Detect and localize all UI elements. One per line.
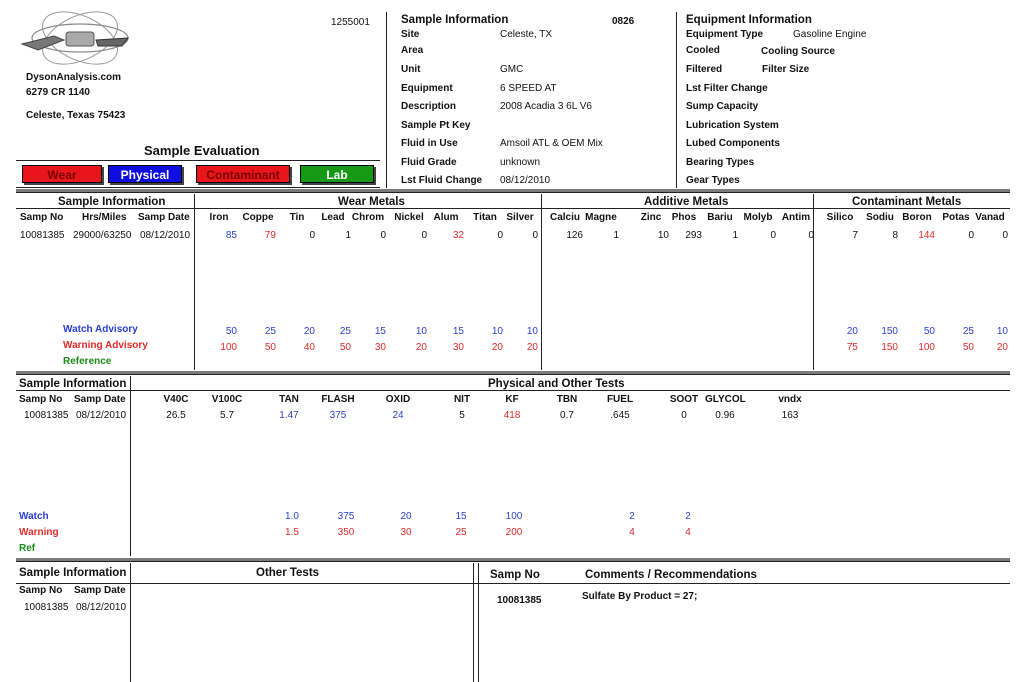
wear-value: 0 [497, 230, 503, 241]
tab-physical[interactable]: Physical [108, 165, 182, 183]
wear-warning-value: 20 [415, 342, 427, 353]
lab-name: DysonAnalysis.com [26, 72, 122, 83]
physical-col-header: V40C [163, 394, 189, 405]
additive-value: 10 [657, 230, 669, 241]
additive-col-header: Zinc [640, 212, 662, 223]
wear-col-header: Alum [433, 212, 459, 223]
wear-watch-value: 10 [491, 326, 503, 337]
additive-value: 0 [808, 230, 814, 241]
physical-row-samp-no: 10081385 [24, 410, 69, 421]
wear-value: 0 [421, 230, 427, 241]
comment-text: Sulfate By Product = 27; [582, 591, 698, 602]
wear-warning-value: 100 [220, 342, 237, 353]
other-col-samp-no: Samp No [19, 585, 63, 596]
sample-info-fluid-label: Fluid in Use [401, 138, 458, 149]
physical-watch-value: 2 [685, 511, 691, 522]
sample-info-pt-key-label: Sample Pt Key [401, 120, 471, 131]
wear-col-header: Tin [289, 212, 305, 223]
physical-value: 0 [681, 410, 687, 421]
wear-col-header: Coppe [242, 212, 274, 223]
contaminant-metals-header: Contaminant Metals [852, 196, 962, 208]
physical-row-date: 08/12/2010 [76, 410, 127, 421]
physical-col-header: FUEL [606, 394, 634, 405]
physical-watch-value: 2 [629, 511, 635, 522]
additive-metals-header: Additive Metals [644, 196, 729, 208]
wear-watch-value: 15 [374, 326, 386, 337]
reference-label: Reference [63, 356, 112, 367]
sample-info-unit-label: Unit [401, 64, 421, 75]
physical-value: 0.7 [560, 410, 574, 421]
additive-col-header: Molyb [743, 212, 773, 223]
additive-col-header: Calciu [549, 212, 580, 223]
contaminant-warning-value: 150 [881, 342, 898, 353]
other-sample-info-header: Sample Information [19, 567, 127, 579]
additive-col-header: Magne [585, 212, 617, 223]
physical-watch-value: 15 [455, 511, 467, 522]
sample-info-equipment-value: 6 SPEED AT [500, 83, 557, 94]
contaminant-watch-value: 150 [881, 326, 898, 337]
physical-watch-label: Watch [19, 511, 49, 522]
other-col-samp-date: Samp Date [74, 585, 126, 596]
physical-warning-value: 350 [337, 527, 355, 538]
contaminant-col-header: Boron [902, 212, 932, 223]
report-number: 1255001 [331, 17, 370, 28]
comment-samp-no: 10081385 [497, 595, 542, 606]
cooled-label: Cooled [686, 45, 720, 56]
other-row-date: 08/12/2010 [76, 602, 127, 613]
wear-value: 0 [532, 230, 538, 241]
wear-warning-value: 30 [374, 342, 386, 353]
additive-value: 1 [613, 230, 619, 241]
other-tests-header: Other Tests [256, 567, 320, 579]
physical-col-header: FLASH [321, 394, 355, 405]
additive-value: 1 [732, 230, 738, 241]
physical-col-header: OXID [385, 394, 411, 405]
metals-col-hrs-miles: Hrs/Miles [82, 212, 127, 223]
physical-col-header: SOOT [669, 394, 699, 405]
equipment-type-label: Equipment Type [686, 29, 764, 40]
contaminant-col-header: Sodiu [866, 212, 894, 223]
physical-col-header: GLYCOL [705, 394, 746, 405]
physical-value: 5 [459, 410, 465, 421]
wear-watch-value: 10 [415, 326, 427, 337]
physical-ref-label: Ref [19, 543, 36, 554]
physical-value: 5.7 [220, 410, 234, 421]
contaminant-warning-value: 20 [996, 342, 1008, 353]
contaminant-col-header: Potas [942, 212, 970, 223]
wear-value: 0 [309, 230, 315, 241]
cooling-source-label: Cooling Source [761, 46, 835, 57]
gear-types-label: Gear Types [686, 175, 740, 186]
contaminant-warning-value: 75 [846, 342, 858, 353]
metals-col-samp-date: Samp Date [138, 212, 190, 223]
physical-warning-value: 25 [455, 527, 467, 538]
wear-warning-value: 20 [526, 342, 538, 353]
sump-capacity-label: Sump Capacity [686, 101, 759, 112]
physical-value: 24 [392, 410, 404, 421]
additive-value: 126 [566, 230, 583, 241]
physical-value: 0.96 [715, 410, 735, 421]
contaminant-value: 0 [968, 230, 974, 241]
physical-warning-value: 30 [400, 527, 412, 538]
sample-info-description-label: Description [401, 101, 457, 112]
physical-watch-value: 375 [337, 511, 355, 522]
sample-info-fluid-value: Amsoil ATL & OEM Mix [500, 138, 603, 149]
wear-value: 79 [264, 230, 276, 241]
sample-info-grade-value: unknown [500, 157, 541, 168]
sample-info-site-value: Celeste, TX [500, 29, 553, 40]
contaminant-value: 144 [918, 230, 935, 241]
bearing-types-label: Bearing Types [686, 157, 755, 168]
physical-value: 163 [781, 410, 799, 421]
other-row-samp-no: 10081385 [24, 602, 69, 613]
additive-col-header: Phos [671, 212, 697, 223]
tab-wear[interactable]: Wear [22, 165, 102, 183]
lab-logo [18, 10, 138, 68]
sample-info-description-value: 2008 Acadia 3 6L V6 [500, 101, 592, 112]
wear-watch-value: 25 [339, 326, 351, 337]
contaminant-watch-value: 25 [962, 326, 974, 337]
wear-watch-value: 20 [303, 326, 315, 337]
wear-warning-value: 20 [491, 342, 503, 353]
wear-value: 85 [225, 230, 237, 241]
physical-warning-label: Warning [19, 527, 59, 538]
physical-warning-value: 200 [505, 527, 523, 538]
wear-col-header: Iron [209, 212, 229, 223]
sample-info-title: Sample Information [401, 14, 509, 26]
physical-col-header: V100C [211, 394, 243, 405]
sample-evaluation-title: Sample Evaluation [144, 143, 260, 158]
wear-warning-value: 50 [264, 342, 276, 353]
watch-advisory-label: Watch Advisory [63, 324, 138, 335]
physical-col-samp-no: Samp No [19, 394, 63, 405]
additive-value: 0 [770, 230, 776, 241]
sample-info-change-label: Lst Fluid Change [401, 175, 483, 186]
metals-row-hrs-miles: 29000/63250 [73, 230, 132, 241]
wear-value: 32 [452, 230, 464, 241]
physical-warning-value: 4 [685, 527, 691, 538]
lubrication-system-label: Lubrication System [686, 120, 779, 131]
sample-info-grade-label: Fluid Grade [401, 157, 457, 168]
equipment-type-value: Gasoline Engine [793, 29, 867, 40]
physical-value: 1.47 [279, 410, 299, 421]
lubed-components-label: Lubed Components [686, 138, 780, 149]
contaminant-watch-value: 20 [846, 326, 858, 337]
contaminant-value: 0 [1002, 230, 1008, 241]
comments-samp-no-header: Samp No [490, 569, 540, 581]
sample-info-unit-value: GMC [500, 64, 524, 75]
wear-col-header: Silver [506, 212, 534, 223]
physical-value: 418 [503, 410, 521, 421]
contaminant-watch-value: 10 [996, 326, 1008, 337]
contaminant-watch-value: 50 [923, 326, 935, 337]
wear-value: 1 [345, 230, 351, 241]
wear-col-header: Chrom [351, 212, 385, 223]
metals-sample-info-header: Sample Information [58, 196, 166, 208]
physical-col-samp-date: Samp Date [74, 394, 126, 405]
wear-watch-value: 15 [452, 326, 464, 337]
physical-col-header: TAN [279, 394, 299, 405]
wear-warning-value: 50 [339, 342, 351, 353]
sample-info-site-label: Site [401, 29, 420, 40]
physical-value: .645 [610, 410, 630, 421]
wear-col-header: Titan [473, 212, 497, 223]
metals-col-samp-no: Samp No [20, 212, 64, 223]
wear-metals-header: Wear Metals [338, 196, 405, 208]
wear-watch-value: 50 [225, 326, 237, 337]
sample-info-area-label: Area [401, 45, 424, 56]
metals-row-date: 08/12/2010 [140, 230, 191, 241]
contaminant-warning-value: 50 [962, 342, 974, 353]
physical-value: 375 [329, 410, 347, 421]
physical-warning-value: 4 [629, 527, 635, 538]
contaminant-warning-value: 100 [918, 342, 935, 353]
tab-lab[interactable]: Lab [300, 165, 374, 183]
physical-col-header: TBN [556, 394, 578, 405]
physical-watch-value: 20 [400, 511, 412, 522]
lst-filter-change-label: Lst Filter Change [686, 83, 768, 94]
contaminant-col-header: Silico [826, 212, 854, 223]
wear-col-header: Lead [321, 212, 345, 223]
physical-col-header: KF [505, 394, 519, 405]
wear-col-header: Nickel [394, 212, 424, 223]
warning-advisory-label: Warning Advisory [63, 340, 148, 351]
tab-contaminant[interactable]: Contaminant [196, 165, 290, 183]
contaminant-value: 8 [892, 230, 898, 241]
metals-row-samp-no: 10081385 [20, 230, 65, 241]
contaminant-value: 7 [852, 230, 858, 241]
lab-address-line2: Celeste, Texas 75423 [26, 110, 126, 121]
filter-size-label: Filter Size [762, 64, 810, 75]
physical-watch-value: 1.0 [285, 511, 299, 522]
additive-col-header: Antim [781, 212, 811, 223]
contaminant-col-header: Vanad [975, 212, 1005, 223]
filtered-label: Filtered [686, 64, 723, 75]
physical-col-header: NIT [453, 394, 471, 405]
wear-warning-value: 30 [452, 342, 464, 353]
physical-sample-info-header: Sample Information [19, 378, 127, 390]
additive-value: 293 [685, 230, 702, 241]
physical-col-header: vndx [778, 394, 802, 405]
physical-warning-value: 1.5 [285, 527, 299, 538]
wear-watch-value: 25 [264, 326, 276, 337]
wear-watch-value: 10 [526, 326, 538, 337]
additive-col-header: Bariu [707, 212, 733, 223]
sample-info-code: 0826 [612, 16, 635, 27]
physical-value: 26.5 [166, 410, 186, 421]
physical-watch-value: 100 [505, 511, 523, 522]
wear-warning-value: 40 [303, 342, 315, 353]
equipment-info-title: Equipment Information [686, 14, 812, 26]
sample-info-change-value: 08/12/2010 [500, 175, 551, 186]
sample-info-equipment-label: Equipment [401, 83, 453, 94]
physical-tests-header: Physical and Other Tests [488, 378, 625, 390]
wear-value: 0 [380, 230, 386, 241]
comments-header: Comments / Recommendations [585, 569, 757, 581]
lab-address-line1: 6279 CR 1140 [26, 87, 90, 98]
